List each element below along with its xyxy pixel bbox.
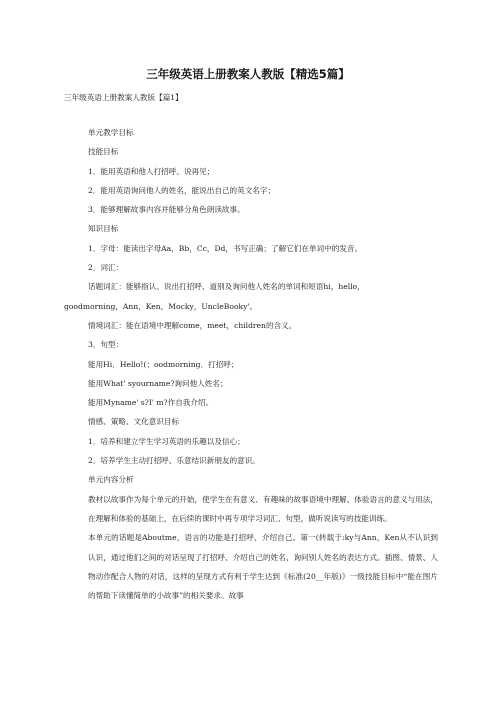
paragraph-text: 教材以故事作为每个单元的开始，使学生在有意义、有趣味的故事语境中理解、体验语言的意义与用法，在理解和体验的基础上，在后续的课时中再专项学习词汇、句型，做听说读写的技能训练。 xyxy=(88,494,438,523)
paragraph xyxy=(64,528,438,605)
text-line: goodmorning，Ann，Ken，Mocky，UncleBooky'。 xyxy=(64,301,258,311)
list-item: 1．字母：能读出字母Aa，Bb，Cc，Dd，书写正确；了解它们在单词中的发音。 xyxy=(88,243,363,253)
text-line: 情境词汇：能在语境中理解come，meet，children的含义。 xyxy=(88,320,297,330)
document-body xyxy=(64,123,438,605)
text-line: 能用What' syourname?询问他人姓名； xyxy=(88,378,228,388)
heading-attitude-goals: 情感、策略、文化意识目标 xyxy=(88,417,180,427)
text-line: 话题词汇：能够指认、说出打招呼、道别及询问他人姓名的单词和短语hi，hello， xyxy=(88,282,365,292)
text-line: 能用Myname' s?I' m?作自我介绍。 xyxy=(88,398,214,408)
document-title: 三年级英语上册教案人教版【精选5篇】 xyxy=(146,67,350,81)
paragraph xyxy=(64,490,438,529)
heading-unit-goals: 单元教学目标 xyxy=(88,128,134,137)
list-item: 2．培养学生主动打招呼、乐意结识新朋友的意识。 xyxy=(88,456,260,466)
heading-knowledge-goals: 知识目标 xyxy=(88,224,119,234)
list-item: 1．培养和建立学生学习英语的乐趣以及信心； xyxy=(88,436,245,446)
paragraph-text: 本单元的话题是Aboutme，语言的功能是打招呼、介绍自己。第一(转载于:ky与Ann，Ken从不认识到认识，通过他们之间的对话呈现了打招呼、介绍自己的姓名、询问别人姓名的表达方式。插图、情景、人物动作配合人物的对话，这样的呈现方式有利于学生达到《标准(20__年版)》一级技能目标中“能在图片的帮助下读懂简单的小故事”的相关要求。故事 xyxy=(88,533,438,601)
text-line: 能用Hi．Hello!(；oodmorning．打招呼； xyxy=(88,359,239,369)
list-item: 3．能够理解故事内容并能够分角色朗读故事。 xyxy=(88,205,245,215)
list-item: 2．词汇： xyxy=(88,263,124,273)
list-item: 3．句型： xyxy=(88,340,124,350)
heading-unit-analysis: 单元内容分析 xyxy=(88,475,134,485)
heading-skill-goals: 技能目标 xyxy=(88,147,119,157)
section-subtitle: 三年级英语上册教案人教版【篇1】 xyxy=(64,93,183,102)
list-item: 2．能用英语询问他人的姓名，能说出自己的英文名字； xyxy=(88,185,276,195)
list-item: 1．能用英语和他人打招呼、说再见； xyxy=(88,166,215,176)
